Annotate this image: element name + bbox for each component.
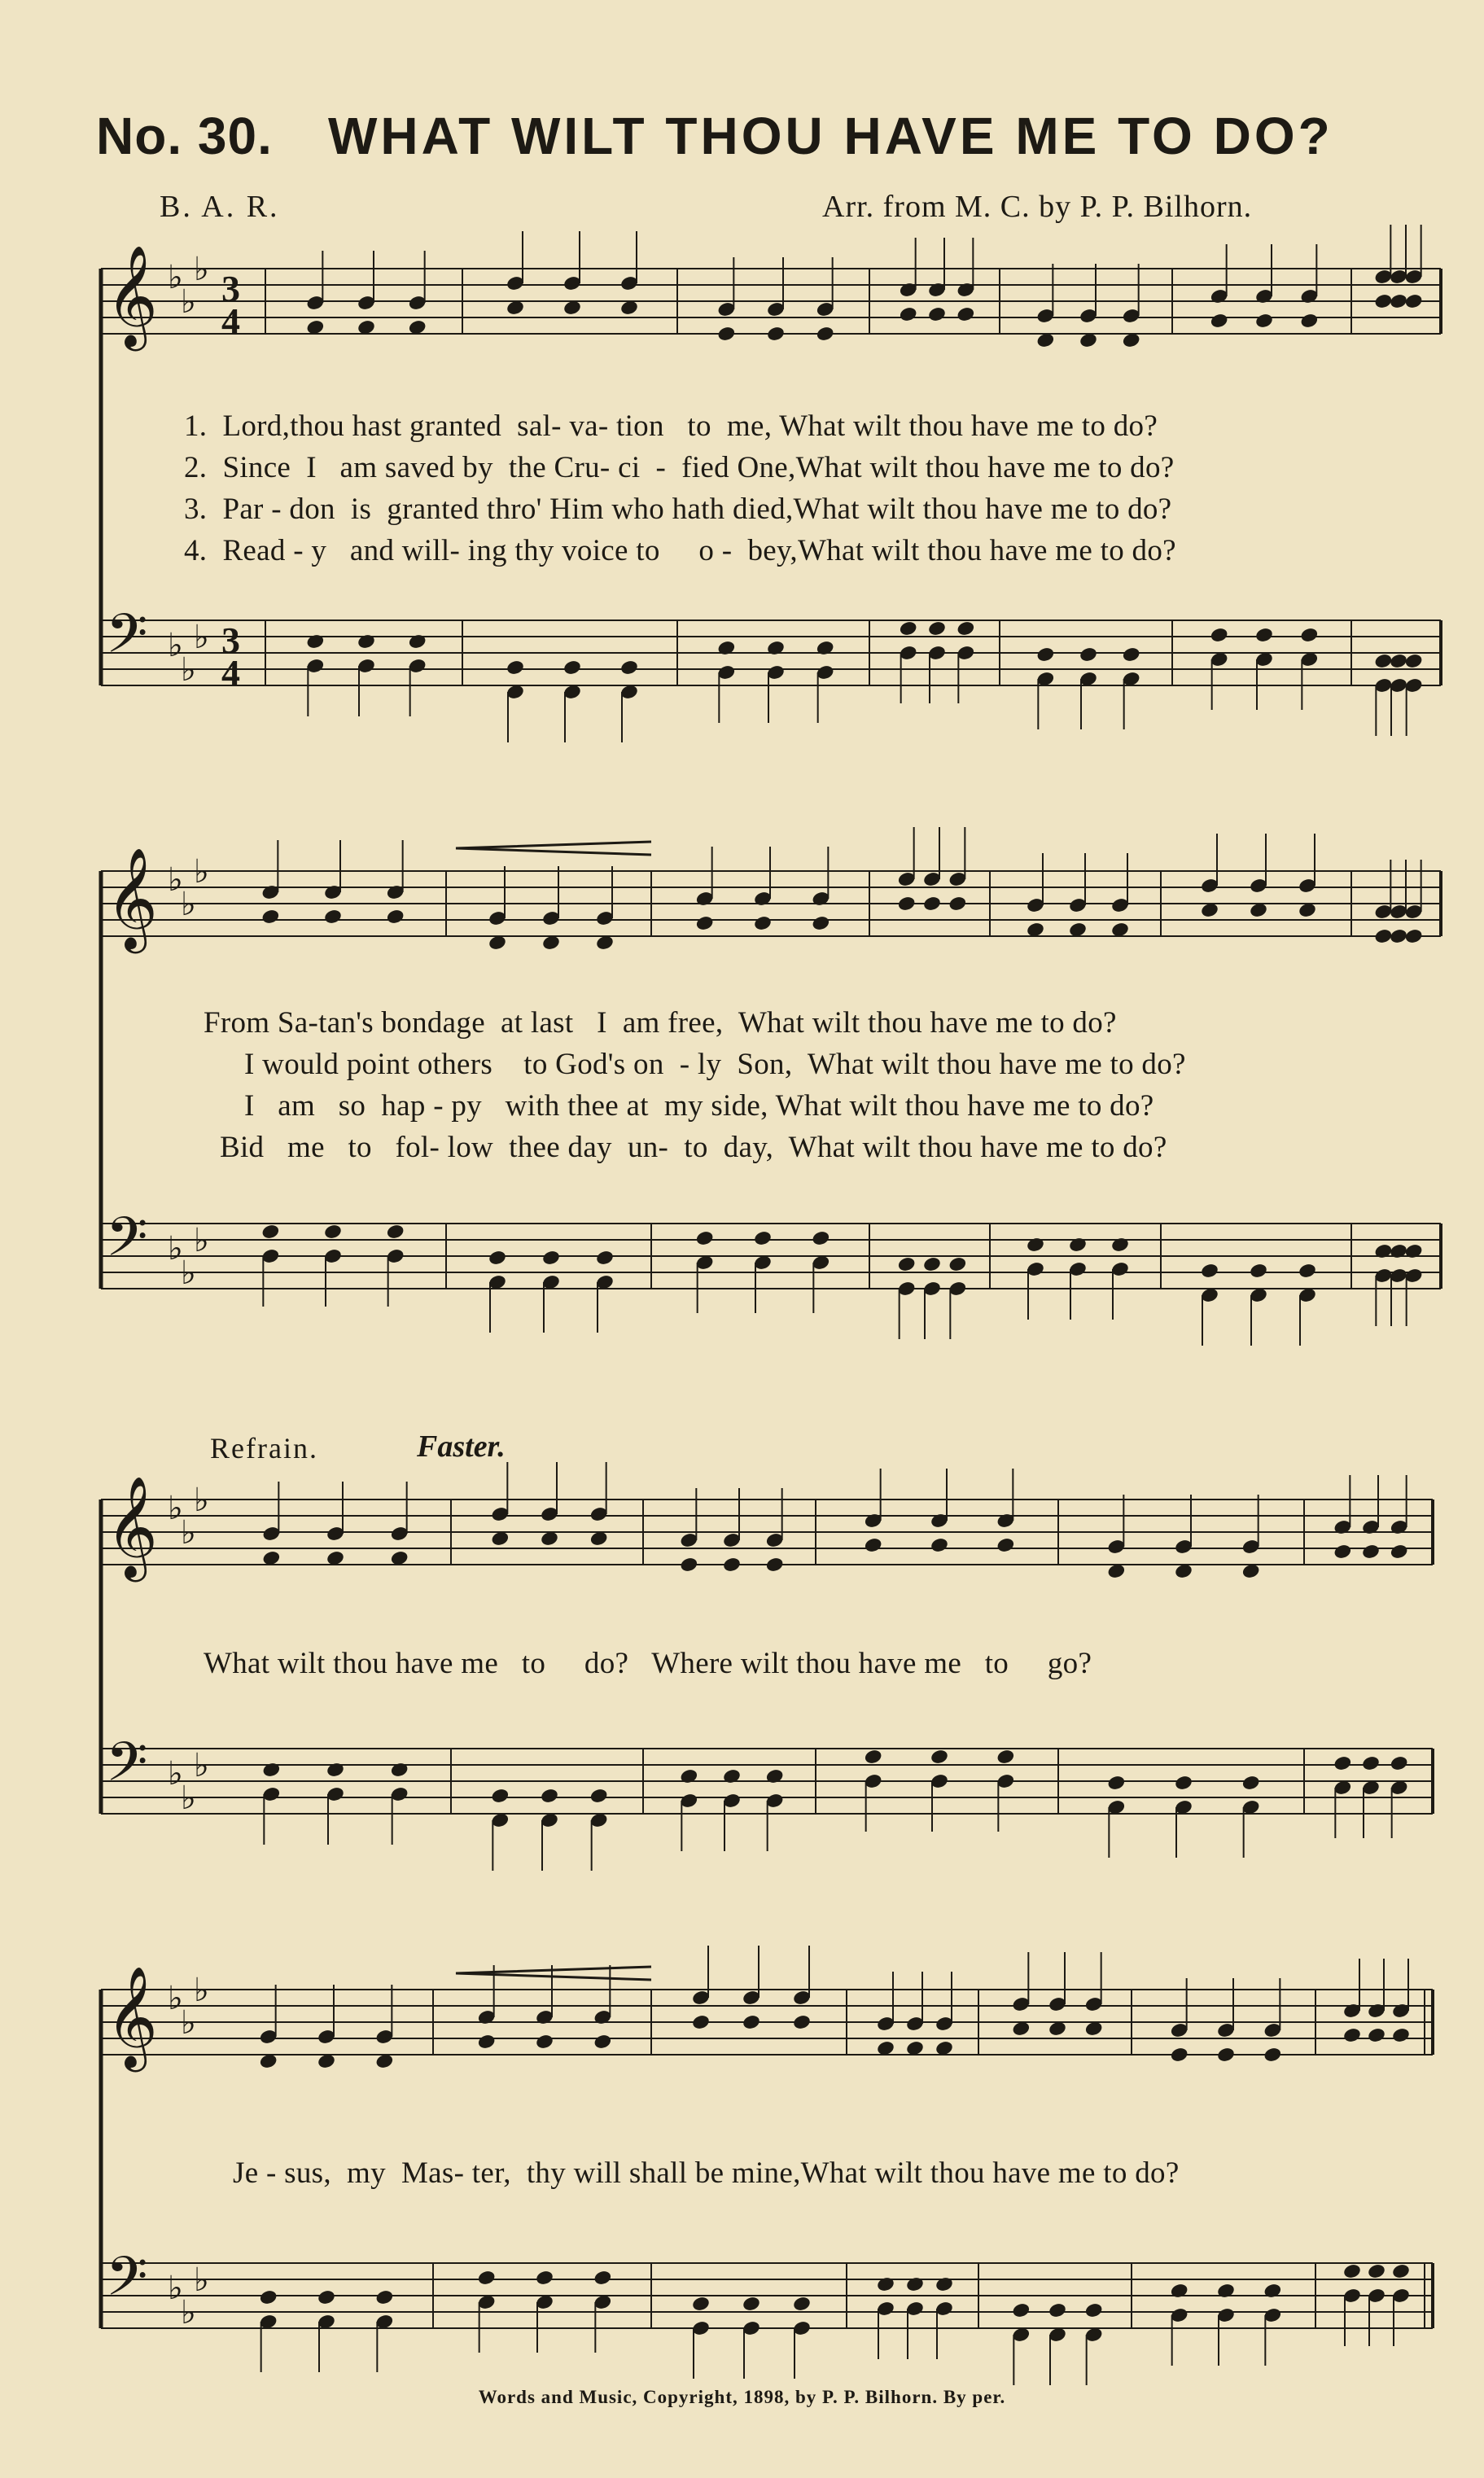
verse-2-line-b: I would point others to God's on - ly Son, What wilt thou have me to do?: [244, 1048, 1186, 1081]
note-head: [765, 1556, 785, 1574]
flat-sign-icon: ♭: [194, 853, 209, 891]
note-head: [1391, 2027, 1411, 2044]
verse-1-line-a: 1. Lord,thou hast granted sal- va- tion to me, What wilt thou have me to do?: [184, 409, 1158, 443]
verse-4-line-b: Bid me to fol- low thee day un- to day, What wilt thou have me to do?: [220, 1131, 1167, 1164]
note-head: [260, 1224, 280, 1241]
note-head: [408, 633, 427, 650]
note-head: [323, 908, 343, 926]
note-head: [260, 908, 280, 926]
flat-sign-icon: ♭: [181, 1254, 196, 1292]
flat-sign-icon: ♭: [194, 1482, 209, 1519]
note-head: [540, 1788, 559, 1805]
copyright-footer: Words and Music, Copyright, 1898, by P. P. Bilhorn. By per.: [478, 2387, 1006, 2407]
author-credit: B. A. R.: [160, 190, 280, 224]
note-head: [595, 1250, 615, 1267]
note-head: [695, 915, 715, 932]
note-head: [722, 1556, 742, 1574]
note-head: [374, 2289, 394, 2306]
note-head: [1263, 2047, 1282, 2064]
note-head: [305, 633, 325, 650]
note-head: [956, 306, 975, 323]
note-head: [1367, 2263, 1386, 2280]
note-head: [1216, 2047, 1236, 2064]
note-head: [897, 895, 917, 913]
note-head: [899, 306, 918, 323]
flat-sign-icon: ♭: [194, 1972, 209, 2009]
note-head: [1389, 293, 1408, 310]
note-head: [722, 1768, 742, 1785]
note-head: [996, 1537, 1015, 1554]
verse-2-line-a: 2. Since I am saved by the Cru- ci - fied One,What wilt thou have me to do?: [184, 451, 1175, 484]
flat-sign-icon: ♭: [168, 1755, 183, 1793]
note-head: [488, 1250, 507, 1267]
note-head: [1389, 1243, 1408, 1260]
flat-sign-icon: ♭: [168, 861, 183, 899]
note-head: [323, 1224, 343, 1241]
bass-clef-icon: 𝄢: [106, 602, 148, 678]
note-head: [948, 1256, 967, 1273]
note-head: [864, 1749, 883, 1766]
note-head: [1035, 646, 1055, 663]
time-signature-top: 3: [221, 268, 240, 309]
note-head: [897, 1256, 917, 1273]
verse-3-line-b: I am so hap - py with thee at my side, What wilt thou have me to do?: [244, 1089, 1154, 1123]
flat-sign-icon: ♭: [168, 1490, 183, 1527]
note-head: [1333, 1543, 1352, 1561]
flat-sign-icon: ♭: [168, 1230, 183, 1267]
note-head: [956, 620, 975, 637]
note-head: [811, 1230, 830, 1247]
flat-sign-icon: ♭: [181, 2004, 196, 2042]
note-head: [1390, 1755, 1409, 1772]
note-head: [792, 2296, 812, 2313]
flat-sign-icon: ♭: [194, 251, 209, 288]
note-head: [1200, 1263, 1219, 1280]
note-head: [922, 1256, 942, 1273]
note-head: [1174, 1775, 1193, 1792]
note-head: [679, 1556, 698, 1574]
note-head: [935, 2276, 954, 2293]
note-head: [753, 915, 773, 932]
note-head: [1404, 653, 1424, 670]
note-head: [927, 620, 947, 637]
note-head: [899, 620, 918, 637]
crescendo-hairpin-icon: [456, 842, 651, 855]
note-head: [1110, 1237, 1130, 1254]
note-head: [1299, 627, 1319, 644]
bass-clef-icon: 𝄢: [106, 1731, 148, 1806]
note-head: [695, 1230, 715, 1247]
note-head: [922, 895, 942, 913]
note-head: [261, 1762, 281, 1779]
note-head: [816, 326, 835, 343]
verse-4-line-a: 4. Read - y and will- ing thy voice to o - bey,What wilt thou have me to do?: [184, 534, 1176, 567]
note-head: [753, 1230, 773, 1247]
arranger-credit: Arr. from M. C. by P. P. Bilhorn.: [822, 190, 1253, 224]
note-head: [816, 640, 835, 657]
note-head: [1361, 1543, 1381, 1561]
note-head: [1068, 1237, 1088, 1254]
note-head: [1210, 313, 1229, 330]
note-head: [593, 2034, 612, 2051]
note-head: [593, 2270, 612, 2287]
note-head: [390, 1762, 409, 1779]
note-head: [716, 640, 736, 657]
time-signature-bottom: 4: [221, 652, 240, 694]
verse-1-line-b: From Sa-tan's bondage at last I am free, What wilt thou have me to do?: [204, 1006, 1117, 1040]
note-head: [1106, 1775, 1126, 1792]
flat-sign-icon: ♭: [181, 283, 196, 321]
note-head: [1373, 653, 1393, 670]
note-head: [259, 2289, 278, 2306]
flat-sign-icon: ♭: [181, 1514, 196, 1552]
treble-clef-icon: 𝄞: [106, 1966, 158, 2068]
note-head: [1298, 1263, 1317, 1280]
note-head: [1249, 1263, 1268, 1280]
note-head: [716, 326, 736, 343]
note-head: [864, 1537, 883, 1554]
note-head: [679, 1768, 698, 1785]
note-head: [1333, 1755, 1352, 1772]
note-head: [326, 1762, 345, 1779]
note-head: [1241, 1775, 1261, 1792]
note-head: [766, 326, 786, 343]
note-head: [1122, 646, 1141, 663]
note-head: [1404, 928, 1424, 945]
time-signature-top: 3: [221, 620, 240, 661]
note-head: [948, 895, 967, 913]
note-head: [386, 1224, 405, 1241]
note-head: [930, 1537, 949, 1554]
note-head: [1361, 1755, 1381, 1772]
flat-sign-icon: ♭: [181, 886, 196, 923]
note-head: [317, 2289, 336, 2306]
flat-sign-icon: ♭: [181, 2294, 196, 2331]
note-head: [1342, 2263, 1362, 2280]
note-head: [930, 1749, 949, 1766]
note-head: [1084, 2302, 1104, 2319]
note-head: [905, 2276, 925, 2293]
note-head: [477, 2034, 497, 2051]
treble-clef-icon: 𝄞: [106, 1476, 158, 1578]
note-head: [1170, 2047, 1189, 2064]
note-head: [1404, 1243, 1424, 1260]
note-head: [1390, 1543, 1409, 1561]
note-head: [357, 633, 376, 650]
flat-sign-icon: ♭: [181, 651, 196, 689]
refrain-tempo: Faster.: [417, 1429, 506, 1464]
refrain-line-1: What wilt thou have me to do? Where wilt thou have me to go?: [204, 1647, 1092, 1680]
note-head: [1254, 627, 1274, 644]
flat-sign-icon: ♭: [194, 1747, 209, 1784]
verse-3-line-a: 3. Par - don is granted thro' Him who hath died,What wilt thou have me to do?: [184, 493, 1172, 526]
note-head: [1026, 1237, 1045, 1254]
note-head: [1254, 313, 1274, 330]
note-head: [691, 2296, 711, 2313]
note-head: [927, 306, 947, 323]
note-head: [506, 659, 525, 676]
note-head: [811, 915, 830, 932]
hymn-number: No. 30.: [96, 107, 273, 165]
note-head: [1170, 2283, 1189, 2300]
bass-clef-icon: 𝄢: [106, 1206, 148, 1281]
flat-sign-icon: ♭: [194, 2261, 209, 2299]
note-head: [477, 2270, 497, 2287]
flat-sign-icon: ♭: [168, 1980, 183, 2017]
note-head: [386, 908, 405, 926]
refrain-label: Refrain.: [210, 1432, 318, 1464]
note-head: [535, 2270, 554, 2287]
note-head: [1373, 293, 1393, 310]
note-head: [742, 2296, 761, 2313]
note-head: [1389, 653, 1408, 670]
crescendo-hairpin-icon: [456, 1967, 651, 1980]
bass-clef-icon: 𝄢: [106, 2245, 148, 2321]
note-head: [1299, 313, 1319, 330]
note-head: [765, 1768, 785, 1785]
time-signature-bottom: 4: [221, 300, 240, 342]
note-head: [1048, 2302, 1067, 2319]
note-head: [1263, 2283, 1282, 2300]
note-head: [563, 659, 582, 676]
hymn-title: WHAT WILT THOU HAVE ME TO DO?: [328, 107, 1333, 165]
refrain-line-2: Je - sus, my Mas- ter, thy will shall be mine,What wilt thou have me to do?: [233, 2156, 1180, 2190]
treble-clef-icon: 𝄞: [106, 847, 158, 949]
note-head: [1404, 293, 1424, 310]
flat-sign-icon: ♭: [168, 259, 183, 296]
note-head: [1342, 2027, 1362, 2044]
note-head: [1216, 2283, 1236, 2300]
note-head: [490, 1788, 510, 1805]
note-head: [1367, 2027, 1386, 2044]
note-head: [766, 640, 786, 657]
note-head: [589, 1788, 609, 1805]
flat-sign-icon: ♭: [168, 2270, 183, 2307]
note-head: [1389, 928, 1408, 945]
note-head: [1210, 627, 1229, 644]
note-head: [792, 2014, 812, 2031]
flat-sign-icon: ♭: [194, 619, 209, 656]
note-head: [1011, 2302, 1031, 2319]
flat-sign-icon: ♭: [194, 1222, 209, 1259]
note-head: [1373, 928, 1393, 945]
note-head: [619, 659, 639, 676]
flat-sign-icon: ♭: [168, 627, 183, 664]
note-head: [1079, 646, 1098, 663]
note-head: [535, 2034, 554, 2051]
note-head: [1373, 1243, 1393, 1260]
treble-clef-icon: 𝄞: [106, 245, 158, 347]
note-head: [742, 2014, 761, 2031]
note-head: [1391, 2263, 1411, 2280]
note-head: [996, 1749, 1015, 1766]
note-head: [541, 1250, 561, 1267]
flat-sign-icon: ♭: [181, 1780, 196, 1817]
note-head: [876, 2276, 895, 2293]
note-head: [691, 2014, 711, 2031]
